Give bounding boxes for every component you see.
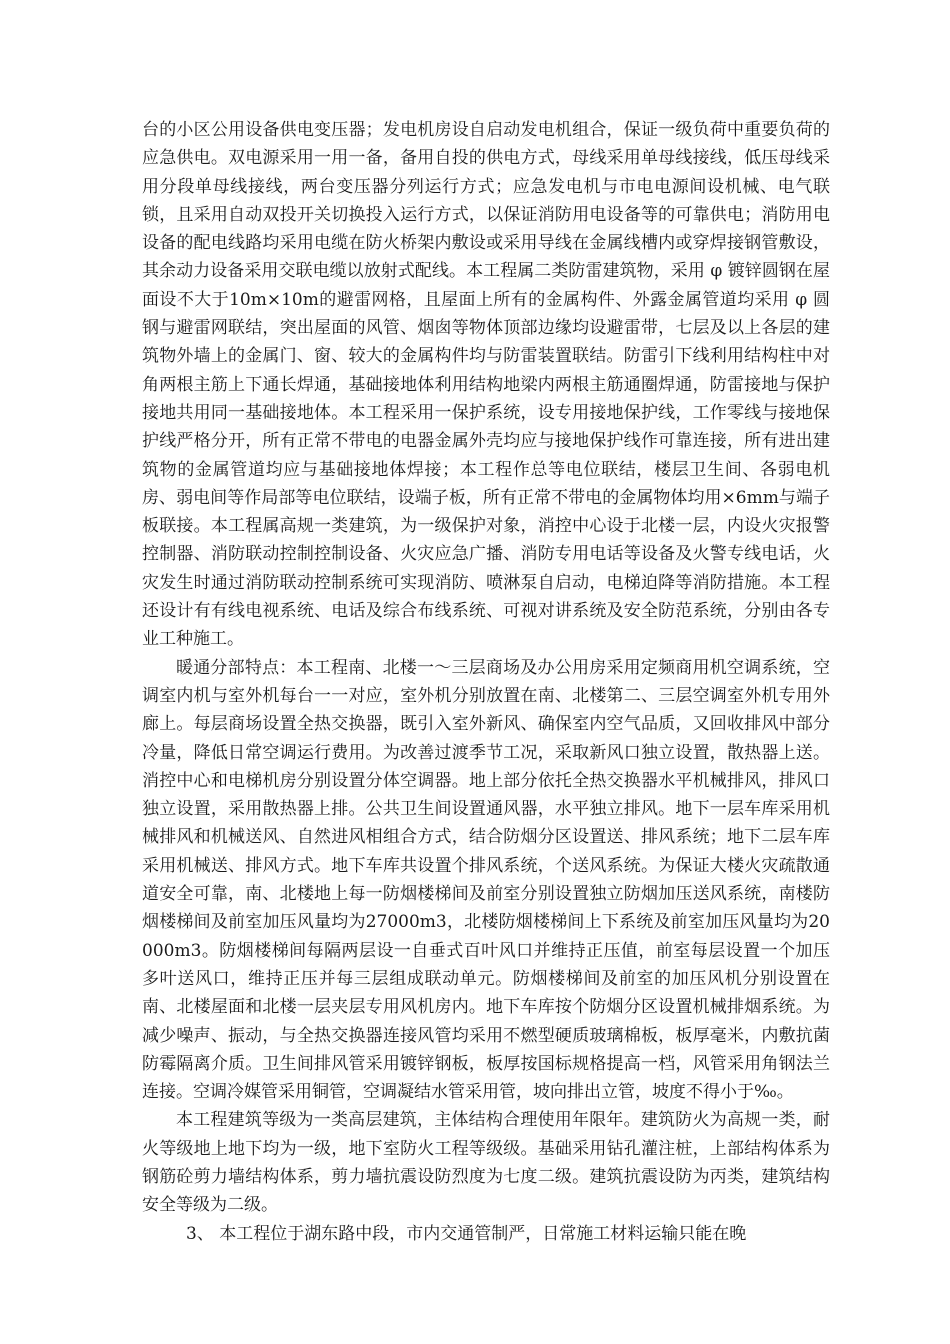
document-body bbox=[142, 116, 830, 1248]
paragraph-item-3: 3、 本工程位于湖东路中段，市内交通管制严，日常施工材料运输只能在晚 bbox=[186, 1223, 747, 1244]
paragraph-building-grade: 本工程建筑等级为一类高层建筑，主体结构合理使用年限年。建筑防火为高规一类，耐火等级地上地下均为一级，地下室防火工程等级级。基础采用钻孔灌注桩，上部结构体系为钢筋砼剪力墙结构体系，剪力墙抗震设防烈度为七度二级。建筑抗震设防为丙类，建筑结构安全等级为二级。 bbox=[142, 1110, 830, 1216]
paragraph-electrical: 台的小区公用设备供电变压器；发电机房设自启动发电机组合，保证一级负荷中重要负荷的应急供电。双电源采用一用一备，备用自投的供电方式，母线采用单母线接线，低压母线采用分段单母线接线，两台变压器分列运行方式；应急发电机与市电电源间设机械、电气联锁，且采用自动双投开关切换投入运行方式，以保证消防用电设备等的可靠供电；消防用电设备的配电线路均采用电缆在防火桥架内敷设或采用导线在金属线槽内或穿焊接钢管敷设，其余动力设备采用交联电缆以放射式配线。本工程属二类防雷建筑物，采用 φ 镀锌圆钢在屋面设不大于10m×10m的避雷网格，且屋面上所有的金属构件、外露金属管道均采用 φ 圆钢与避雷网联结，突出屋面的风管、烟囱等物体顶部边缘均设避雷带，七层及以上各层的建筑物外墙上的金属门、窗、较大的金属构件均与防雷装置联结。防雷引下线利用结构柱中对角两根主筋上下通长焊通，基础接地体利用结构地梁内两根主筋通圈焊通，防雷接地与保护接地共用同一基础接地体。本工程采用一保护系统，设专用接地保护线，工作零线与接地保护线严格分开，所有正常不带电的电器金属外壳均应与接地保护线作可靠连接，所有进出建筑物的金属管道均应与基础接地体焊接；本工程作总等电位联结，楼层卫生间、各弱电机房、弱电间等作局部等电位联结，设端子板，所有正常不带电的金属物体均用×6mm与端子板联接。本工程属高规一类建筑，为一级保护对象，消控中心设于北楼一层，内设火灾报警控制器、消防联动控制控制设备、火灾应急广播、消防专用电话等设备及火警专线电话，火灾发生时通过消防联动控制系统可实现消防、喷淋泵自启动，电梯迫降等消防措施。本工程还设计有有线电视系统、电话及综合布线系统、可视对讲系统及安全防范系统，分别由各专业工种施工。 bbox=[142, 120, 830, 650]
paragraph-hvac: 暖通分部特点：本工程南、北楼一～三层商场及办公用房采用定频商用机空调系统，空调室内机与室外机每台一一对应，室外机分别放置在南、北楼第二、三层空调室外机专用外廊上。每层商场设置全热交换器，既引入室外新风、确保室内空气品质，又回收排风中部分冷量，降低日常空调运行费用。为改善过渡季节工况，采取新风口独立设置，散热器上送。消控中心和电梯机房分别设置分体空调器。地上部分依托全热交换器水平机械排风，排风口独立设置，采用散热器上排。公共卫生间设置通风器，水平独立排风。地下一层车库采用机械排风和机械送风、自然进风相组合方式，结合防烟分区设置送、排风系统；地下二层车库采用机械送、排风方式。地下车库共设置个排风系统，个送风系统。为保证大楼火灾疏散通道安全可靠，南、北楼地上每一防烟楼梯间及前室分别设置独立防烟加压送风系统，南楼防烟楼梯间及前室加压风量均为27000m3，北楼防烟楼梯间上下系统及前室加压风量均为20000m3。防烟楼梯间每隔两层设一自垂式百叶风口并维持正压值，前室每层设置一个加压多叶送风口，维持正压并每三层组成联动单元。防烟楼梯间及前室的加压风机分别设置在南、北楼屋面和北楼一层夹层专用风机房内。地下车库按个防烟分区设置机械排烟系统。为减少噪声、振动，与全热交换器连接风管均采用不燃型硬质玻璃棉板，板厚毫米，内敷抗菌防霉隔离介质。卫生间排风管采用镀锌钢板，板厚按国标规格提高一档，风管采用角钢法兰连接。空调冷媒管采用铜管，空调凝结水管采用管，坡向排出立管，坡度不得小于‰。 bbox=[142, 657, 830, 1103]
